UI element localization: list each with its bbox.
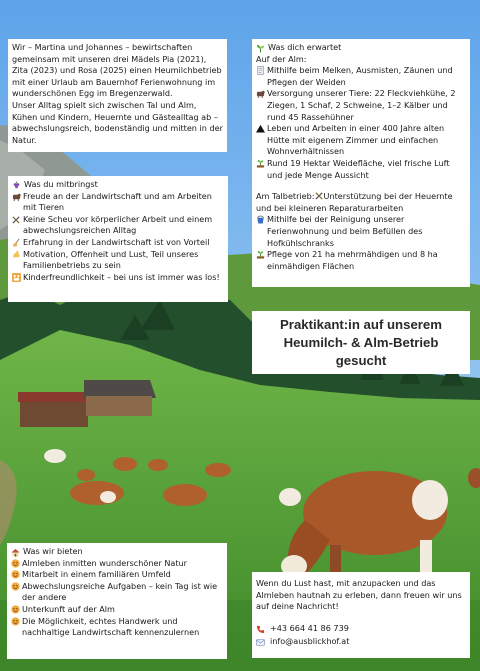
grape-icon (12, 181, 21, 190)
phone-icon (256, 625, 265, 634)
tools-icon (315, 191, 324, 200)
list-item-text: Unterkunft auf der Alm (22, 603, 115, 614)
smiley-icon (11, 559, 20, 568)
list-item-text: Rund 19 Hektar Weidefläche, viel frische Luft und jede Menge Aussicht (267, 157, 450, 180)
email-row[interactable] (256, 636, 466, 648)
sprout-icon (256, 44, 265, 53)
list-item-text: Freude an der Landwirtschaft und am Arbeiten mit Tieren (23, 190, 212, 213)
seedling-icon (256, 159, 265, 168)
notepad-icon (256, 66, 265, 75)
list-item (12, 191, 224, 214)
broom-icon (12, 238, 21, 247)
mountain-icon (256, 124, 265, 133)
house-icon (11, 548, 20, 557)
contact-panel (252, 572, 470, 658)
page-title: Praktikant:in auf unserem Heumilch- & Alm-Betrieb gesucht (280, 316, 442, 368)
list-item-text: Leben und Arbeiten in einer 400 Jahre alten Hütte mit eigenem Zimmer und einfachen Wohnverhältnissen (267, 123, 445, 157)
list-item-text: Kinderfreundlichkeit – bei uns ist immer was los! (23, 271, 220, 282)
list-item-text: Mithilfe bei der Reinigung unserer Ferienwohnung und beim Befüllen des Hofkühlschranks (267, 214, 423, 248)
cow-icon (256, 89, 265, 98)
family-icon (12, 273, 21, 282)
intro-text: Wir – Martina und Johannes – bewirtschaften gemeinsam mit unseren drei Mädels Pia (2021), Zita (2023) und Rosa (2025) einen Heumilchbetrieb mit einer Urlaub am Bauernhof Ferienwohnung im wunderschönen Egg im Bregenzerwald. Unser Alltag spielt sich zwischen Tal und Alm, Kühen und Kindern, Heuernte und Gästealltag ab – abwechslungsreich, bodenständig und mitten in der Natur. (12, 42, 223, 145)
offer-panel (7, 543, 227, 659)
bucket-icon (256, 215, 265, 224)
list-item (256, 123, 466, 158)
offer-heading-label: Was wir bieten (23, 546, 83, 556)
list-item-text: Keine Scheu vor körperlicher Arbeit und einem abwechslungsreichen Alltag (23, 213, 213, 236)
list-item-text: Erfahrung in der Landwirtschaft ist von Vorteil (23, 236, 210, 247)
list-item-text: Abwechslungsreiche Aufgaben – kein Tag ist wie der andere (22, 580, 218, 603)
list-item (12, 237, 224, 249)
phone-number[interactable]: +43 664 41 86 739 (270, 622, 349, 633)
list-item (12, 249, 224, 272)
seedling-icon (256, 250, 265, 259)
tal-label: Am Talbetrieb: (256, 191, 315, 202)
intro-panel (8, 39, 227, 152)
list-item-text: Mithilfe beim Melken, Ausmisten, Zäunen und Pflegen der Weiden (267, 65, 453, 87)
expectations-heading-label: Was dich erwartet (268, 42, 342, 52)
list-item (12, 272, 224, 284)
requirements-panel (8, 176, 228, 302)
list-item (11, 581, 223, 604)
list-item-text: Mitarbeit in einem familiären Umfeld (22, 569, 171, 580)
list-item-text: Almleben inmitten wunderschöner Natur (22, 557, 187, 568)
tal-text: Unterstützung bei der Heuernte und bei kleineren Reparaturarbeiten (256, 191, 453, 213)
requirements-heading-label: Was du mitbringst (24, 179, 98, 189)
tools-icon (12, 215, 21, 224)
list-item (256, 214, 466, 249)
list-item (12, 214, 224, 237)
list-item-text: Versorgung unserer Tiere: 22 Fleckviehkühe, 2 Ziegen, 1 Schaf, 2 Schweine, 1–2 Kälber und rund 45 Rassehühner (267, 88, 456, 122)
list-item (11, 616, 223, 639)
expectations-heading (256, 42, 466, 54)
flexed-arm-icon (12, 250, 21, 259)
offer-heading (11, 546, 223, 558)
list-item (256, 249, 466, 272)
list-item (256, 88, 466, 123)
contact-text: Wenn du Lust hast, mit anzupacken und das Almleben hautnah zu erleben, dann freuen wir uns auf deine Nachricht! (256, 578, 462, 612)
page-title-card (252, 311, 470, 374)
alm-label: Auf der Alm: (256, 53, 307, 64)
email-icon (256, 638, 265, 647)
phone-row[interactable] (256, 623, 466, 635)
list-item-text: Motivation, Offenheit und Lust, Teil unseres Familienbetriebs zu sein (23, 248, 199, 271)
list-item-text: Pflege von 21 ha mehrmähdigen und 8 ha einmähdigen Flächen (267, 249, 438, 271)
smiley-icon (11, 570, 20, 579)
list-item (11, 604, 223, 616)
smiley-icon (11, 617, 20, 626)
list-item (11, 558, 223, 570)
list-item (11, 569, 223, 581)
list-item (256, 65, 466, 88)
list-item (256, 158, 466, 181)
expectations-panel (252, 39, 470, 287)
smiley-icon (11, 582, 20, 591)
list-item-text: Die Möglichkeit, echtes Handwerk und nachhaltige Landwirtschaft kennenzulernen (22, 615, 200, 638)
tal-intro-line (256, 190, 466, 214)
email-address[interactable]: info@ausblickhof.at (270, 636, 350, 647)
cow-icon (12, 192, 21, 201)
requirements-heading (12, 179, 224, 191)
smiley-icon (11, 605, 20, 614)
